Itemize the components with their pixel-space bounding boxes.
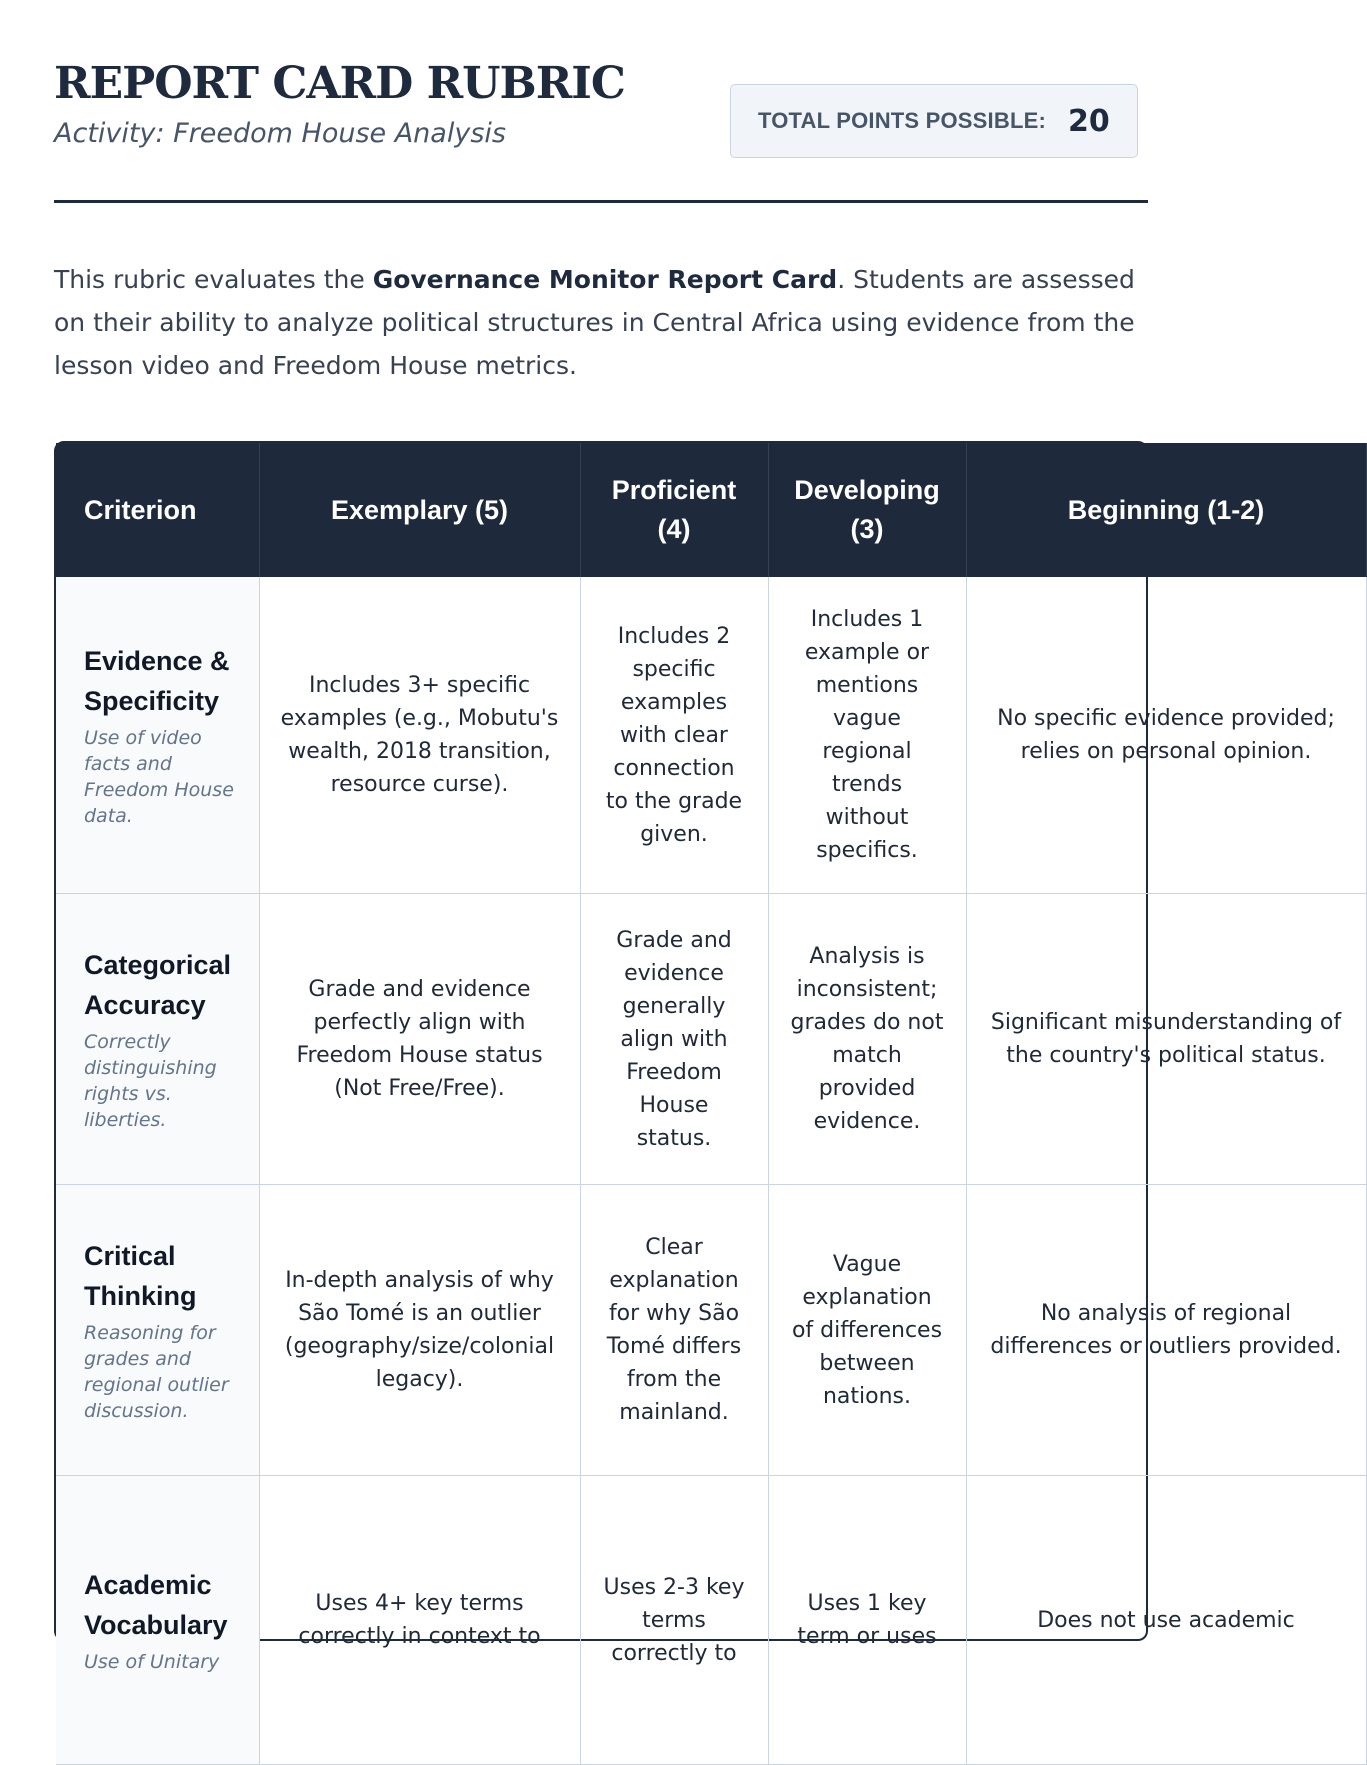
page-title: REPORT CARD RUBRIC (54, 58, 625, 109)
intro-text-start: This rubric evaluates the (54, 265, 373, 294)
total-points-label: TOTAL POINTS POSSIBLE: (758, 108, 1046, 133)
criterion-cell (56, 1476, 259, 1765)
beginning-cell: Does not use academic (966, 1476, 1366, 1765)
table-row (56, 1185, 1366, 1476)
beginning-cell: No analysis of regional differences or outliers provided. (966, 1185, 1366, 1476)
header-developing: Developing (3) (768, 443, 966, 577)
criterion-description: Reasoning for grades and regional outlier discussion. (84, 1322, 229, 1422)
criterion-name: Categorical Accuracy (84, 950, 232, 1020)
total-points-value: 20 (1067, 103, 1110, 139)
total-points-box (730, 84, 1138, 158)
table-row (56, 1476, 1366, 1765)
developing-cell: Includes 1 example or mentions vague regional trends without specifics. (768, 577, 966, 894)
proficient-cell: Includes 2 specific examples with clear connection to the grade given. (580, 577, 768, 894)
header-criterion: Criterion (56, 443, 259, 577)
beginning-cell: No specific evidence provided; relies on personal opinion. (966, 577, 1366, 894)
intro-bold-title: Governance Monitor Report Card (372, 265, 838, 294)
intro-text-end: . Students are assessed on their ability to analyze political structures in Central Africa using evidence from the lesson video and Freedom House metrics. (54, 265, 1135, 380)
intro-paragraph (54, 258, 1148, 387)
developing-cell: Uses 1 key term or uses (768, 1476, 966, 1765)
table-header-row (56, 443, 1366, 577)
beginning-cell: Significant misunderstanding of the country's political status. (966, 894, 1366, 1185)
proficient-cell: Uses 2-3 key terms correctly to (580, 1476, 768, 1765)
criterion-name: Critical Thinking (84, 1241, 197, 1311)
header-divider (54, 200, 1148, 203)
activity-subtitle: Activity: Freedom House Analysis (54, 118, 506, 149)
proficient-cell: Clear explanation for why São Tomé differs from the mainland. (580, 1185, 768, 1476)
criterion-cell (56, 1185, 259, 1476)
developing-cell: Analysis is inconsistent; grades do not match provided evidence. (768, 894, 966, 1185)
developing-cell: Vague explanation of differences between nations. (768, 1185, 966, 1476)
criterion-description: Use of video facts and Freedom House data. (84, 727, 234, 827)
header-proficient: Proficient (4) (580, 443, 768, 577)
criterion-description: Correctly distinguishing rights vs. liberties. (84, 1031, 217, 1131)
criterion-description: Use of Unitary (84, 1651, 220, 1673)
exemplary-cell: Includes 3+ specific examples (e.g., Mobutu's wealth, 2018 transition, resource curse). (259, 577, 580, 894)
criterion-cell (56, 577, 259, 894)
exemplary-cell: Uses 4+ key terms correctly in context to (259, 1476, 580, 1765)
criterion-cell (56, 894, 259, 1185)
header-exemplary: Exemplary (5) (259, 443, 580, 577)
header-beginning: Beginning (1-2) (966, 443, 1366, 577)
rubric-table (56, 443, 1367, 1765)
criterion-name: Academic Vocabulary (84, 1570, 228, 1640)
proficient-cell: Grade and evidence generally align with Freedom House status. (580, 894, 768, 1185)
exemplary-cell: Grade and evidence perfectly align with Freedom House status (Not Free/Free). (259, 894, 580, 1185)
criterion-name: Evidence & Specificity (84, 646, 230, 716)
exemplary-cell: In-depth analysis of why São Tomé is an outlier (geography/size/colonial legacy). (259, 1185, 580, 1476)
table-row (56, 577, 1366, 894)
table-row (56, 894, 1366, 1185)
rubric-table-container (54, 441, 1342, 1673)
